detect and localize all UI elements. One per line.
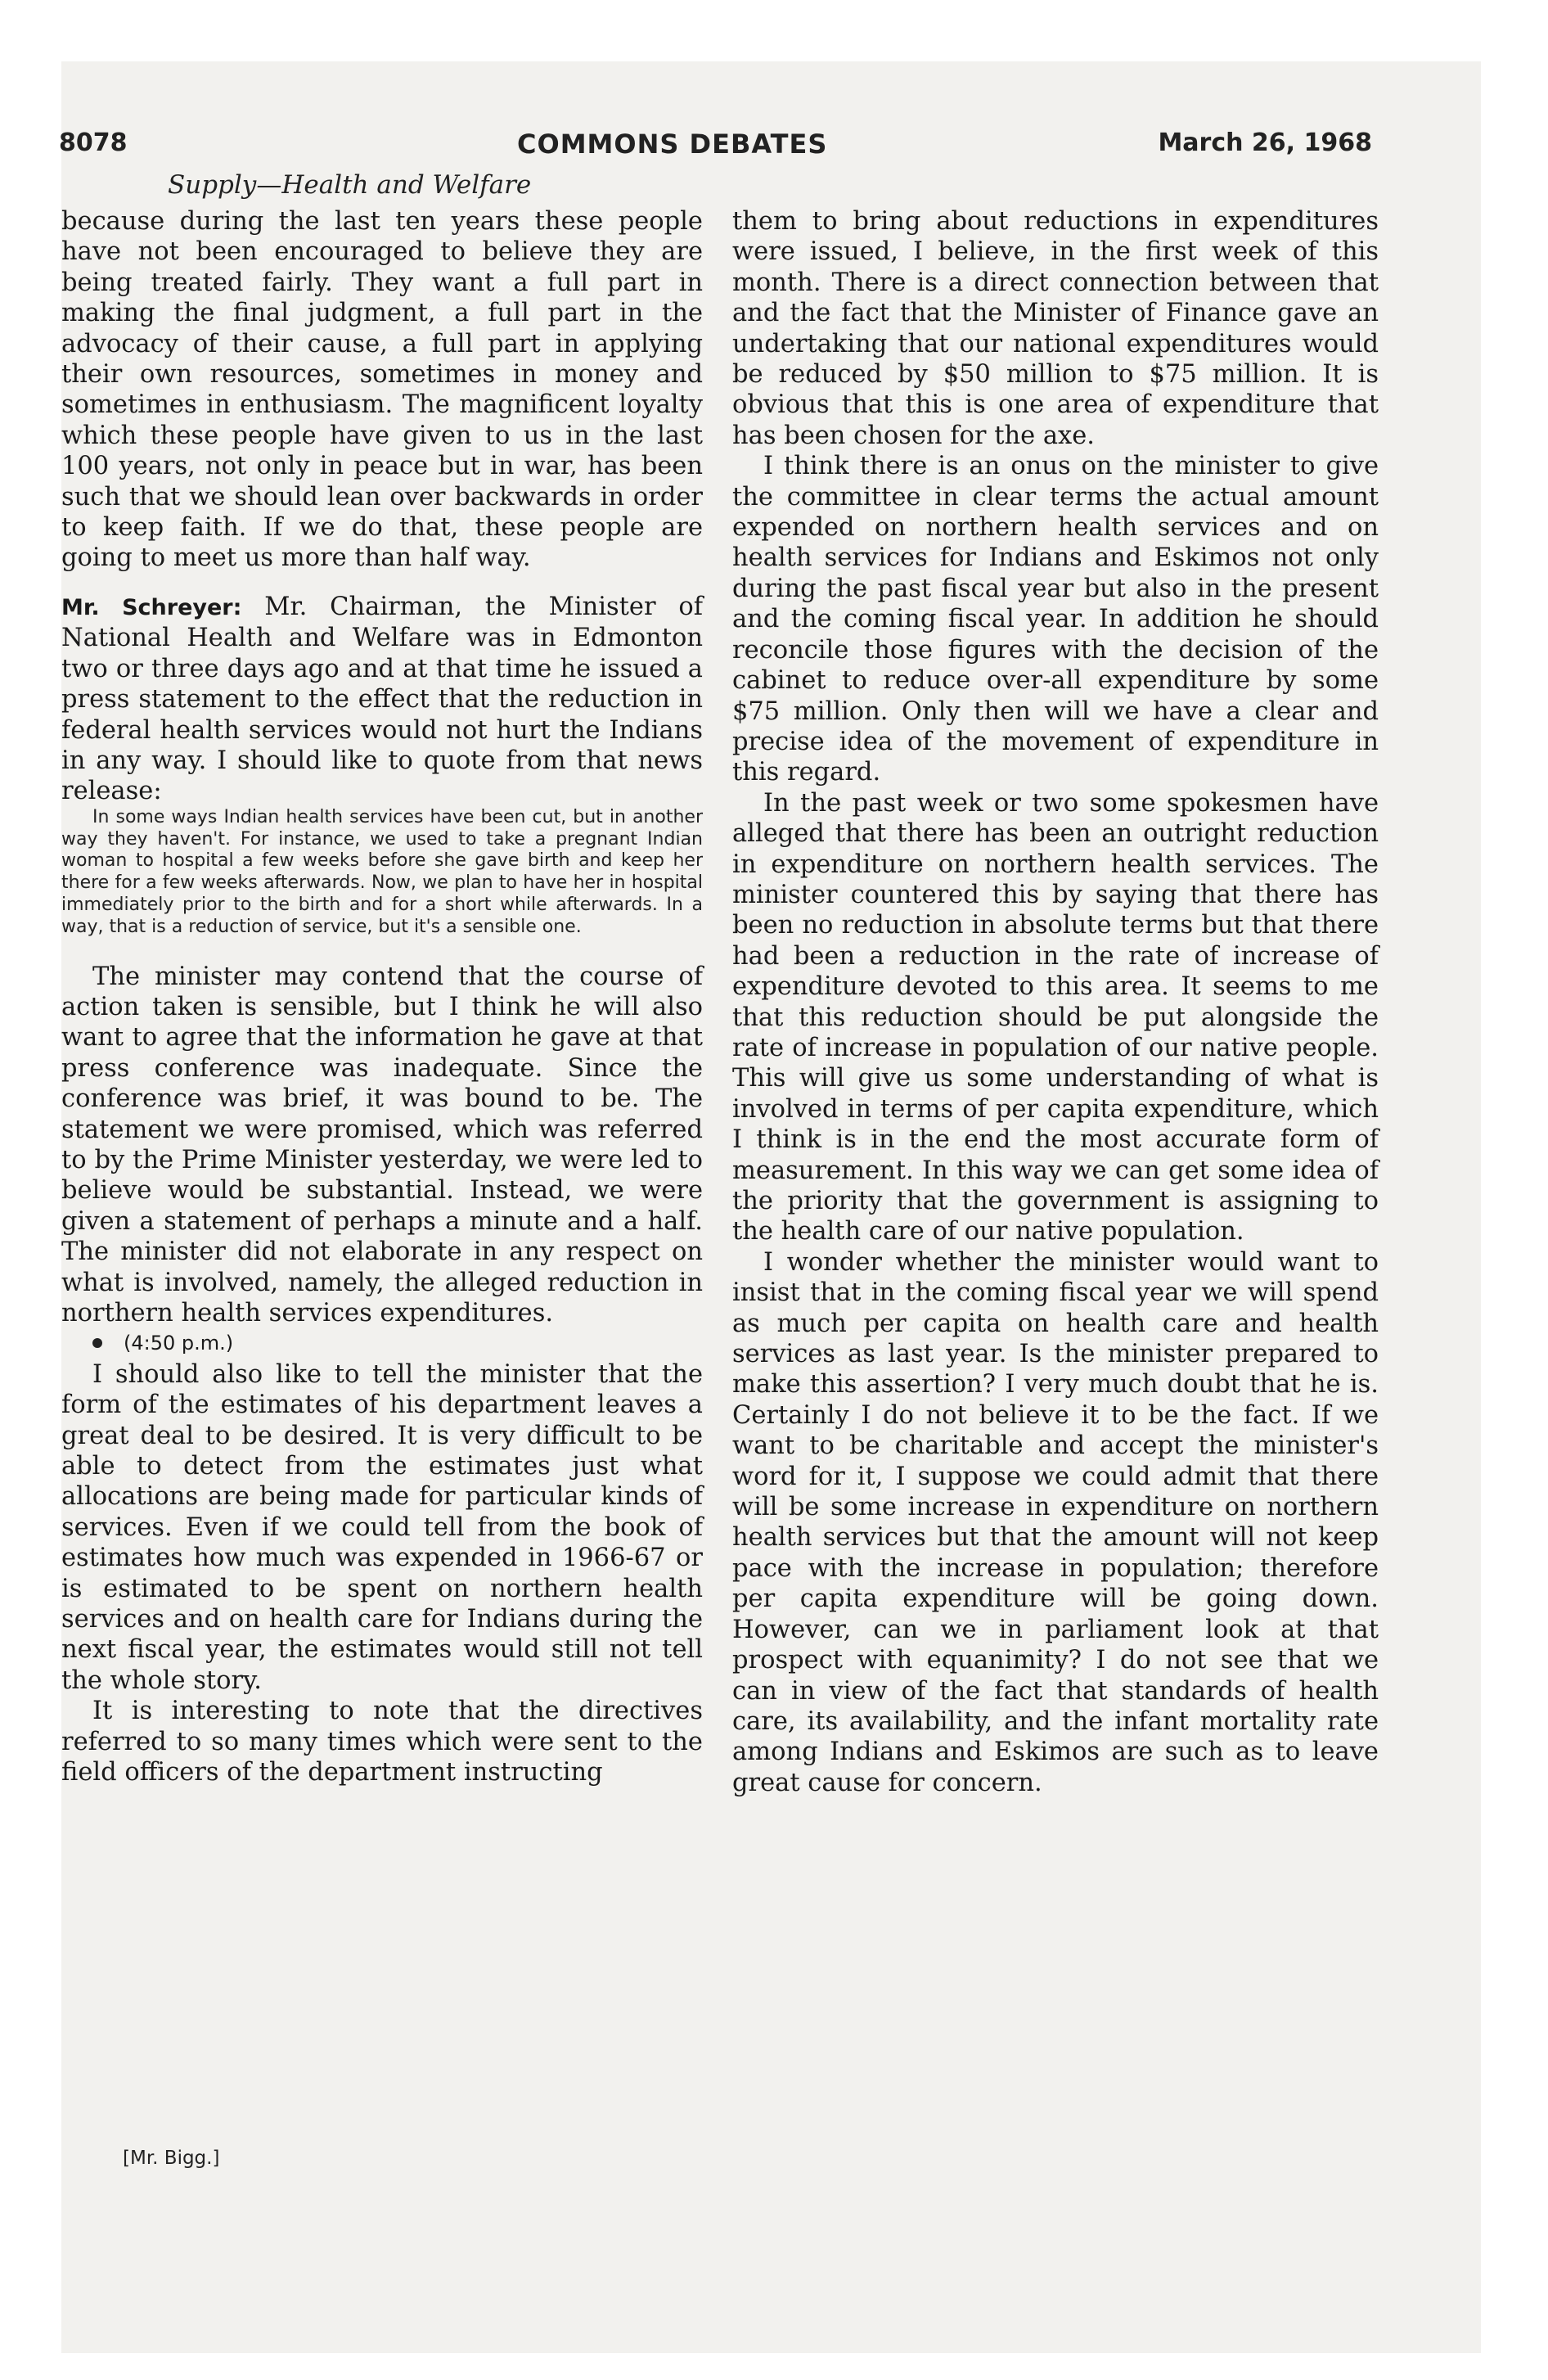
paragraph: The minister may contend that the course of action taken is sensible, but I think he will also want to agree that the information he gave at that press conference was inadequate. Since the conference was brief, it was bound to be. The statement we were promised, which was referred to by the Prime Minister yesterday, we were led to believe would be substantial. Instead, we were given a statement of perhaps a minute and a half. The minister did not elaborate in any respect on what is involved, namely, the alleged reduction in northern health services expenditures. bbox=[61, 962, 703, 1327]
paragraph: In the past week or two some spokesmen have alleged that there has been an outright reduction in expenditure on northern health services. The minister countered this by saying that there has been no reduction in absolute terms but that there had been a reduction in the rate of increase of expenditure devoted to this area. It seems to me that this reduction should be put alongside the rate of increase in population of our native people. This will give us some understanding of what is involved in terms of per capita expenditure, which I think is in the end the most accurate form of measurement. In this way we can get some idea of the priority that the government is assigning to the health care of our native population. bbox=[732, 788, 1379, 1246]
quoted-release: In some ways Indian health services have been cut, but in another way they haven't. For instance, we used to take a pregnant Indian woman to hospital a few weeks before she gave birth and keep her there for a few weeks afterwards. Now, we plan to have her in hospital immediately prior to the birth and for a short while afterwards. In a way, that is a reduction of service, but it's a sensible one. bbox=[61, 806, 703, 937]
time-text: (4:50 p.m.) bbox=[124, 1332, 234, 1355]
paragraph: I think there is an onus on the minister to give the committee in clear terms the actual amount expended on northern health services and on health services for Indians and Eskimos not only during the past fiscal year but also in the present and the coming fiscal year. In addition he should reconcile those figures with the decision of the cabinet to reduce over-all expenditure by some $75 million. Only then will we have a clear and precise idea of the movement of expenditure in this regard. bbox=[732, 452, 1379, 787]
paragraph: It is interesting to note that the directives referred to so many times which were sent to the field officers of the department instructing bbox=[61, 1697, 703, 1787]
publication-date: March 26, 1968 bbox=[1158, 128, 1372, 157]
footer-attribution: [Mr. Bigg.] bbox=[123, 2148, 220, 2169]
subject-heading: Supply—Health and Welfare bbox=[168, 170, 532, 200]
page-number: 8078 bbox=[59, 128, 128, 157]
right-column bbox=[732, 206, 1379, 1798]
speech-text: Mr. Chairman, the Minister of National Health and Welfare was in Edmonton two or three days ago and at that time he issued a press statement to the effect that the reduction in federal health services would not hurt the Indians in any way. I should like to quote from that news release: bbox=[61, 592, 703, 806]
paragraph: I should also like to tell the minister that the form of the estimates of his department leaves a great deal to be desired. It is very difficult to be able to detect from the estimates just what allocations are being made for particular kinds of services. Even if we could tell from the book of estimates how much was expended in 1966-67 or is estimated to be spent on northern health services and on health care for Indians during the next fiscal year, the estimates would still not tell the whole story. bbox=[61, 1359, 703, 1695]
page-header bbox=[59, 128, 1372, 169]
publication-title: COMMONS DEBATES bbox=[517, 128, 828, 160]
time-marker bbox=[61, 1328, 703, 1359]
bullet-icon bbox=[92, 1338, 102, 1348]
left-column bbox=[61, 206, 703, 1787]
paragraph: them to bring about reductions in expenditures were issued, I believe, in the first week of this month. There is a direct connection between that and the fact that the Minister of Finance gave an undertaking that our national expenditures would be reduced by $50 million to $75 million. It is obvious that this is one area of expenditure that has been chosen for the axe. bbox=[732, 207, 1379, 450]
paragraph: because during the last ten years these people have not been encouraged to believe they are being treated fairly. They want a full part in making the final judgment, a full part in the advocacy of their cause, a full part in applying their own resources, sometimes in money and sometimes in enthusiasm. The magnificent loyalty which these people have given to us in the last 100 years, not only in peace but in war, has been such that we should lean over backwards in order to keep faith. If we do that, these people are going to meet us more than half way. bbox=[61, 207, 703, 573]
speech-paragraph bbox=[61, 592, 703, 807]
speaker-name: Mr. Schreyer: bbox=[61, 594, 242, 620]
paragraph: I wonder whether the minister would want to insist that in the coming fiscal year we will spend as much per capita on health care and health services as last year. Is the minister prepared to make this assertion? I very much doubt that he is. Certainly I do not believe it to be the fact. If we want to be charitable and accept the minister's word for it, I suppose we could admit that there will be some increase in expenditure on northern health services but that the amount will not keep pace with the increase in population; therefore per capita expenditure will be going down. However, can we in parliament look at that prospect with equanimity? I do not see that we can in view of the fact that standards of health care, its availability, and the infant mortality rate among Indians and Eskimos are such as to leave great cause for concern. bbox=[732, 1247, 1379, 1797]
